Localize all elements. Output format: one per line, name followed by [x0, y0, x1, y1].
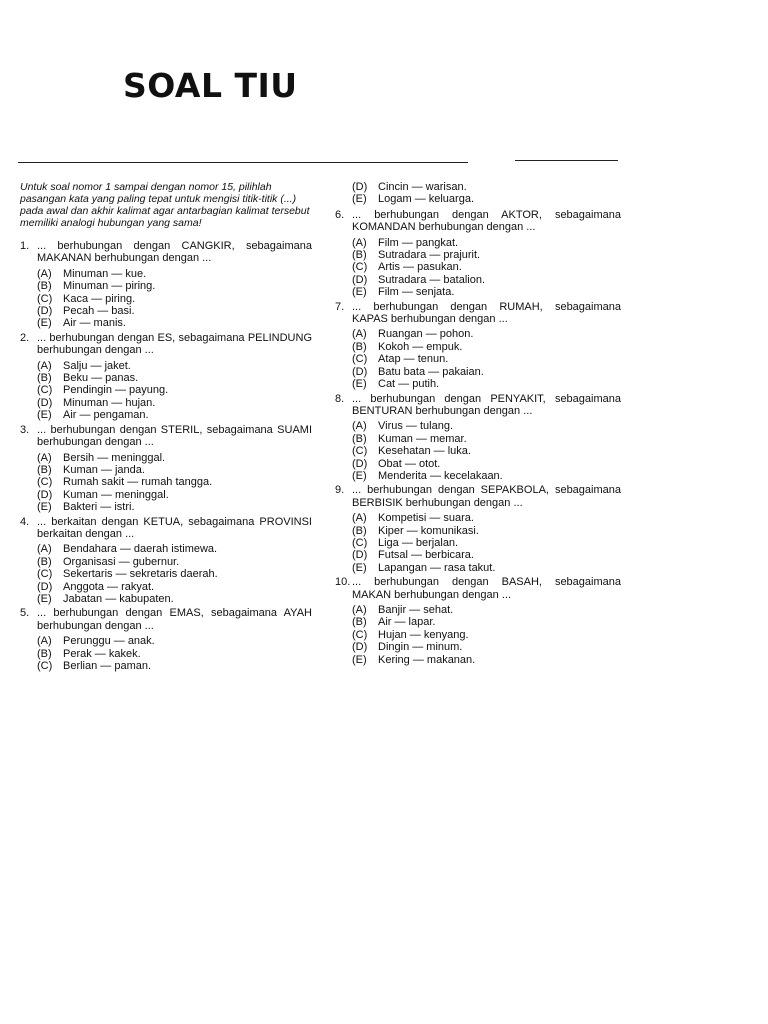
left-question-list — [20, 240, 312, 672]
option-letter: (E) — [352, 561, 367, 574]
question-number: 5. — [20, 607, 30, 620]
option-text: Kompetisi — suara. — [378, 512, 474, 525]
option-letter: (D) — [352, 457, 368, 470]
question-number: 3. — [20, 423, 30, 436]
option-letter: (D) — [37, 488, 53, 501]
page-title: SOAL TIU — [123, 66, 298, 105]
option-text: Pendingin — payung. — [63, 384, 169, 397]
option-text: Hujan — kenyang. — [378, 628, 469, 641]
question-text: ... berhubungan dengan BASAH, sebagaimana MAKAN berhubungan dengan ... — [352, 576, 621, 601]
option-letter: (D) — [352, 181, 368, 193]
instructions: Untuk soal nomor 1 sampai dengan nomor 15, pilihlah pasangan kata yang paling tepat untuk mengisi titik-titik (...) pada awal dan akhir kalimat agar antarbagian kalimat tersebut memiliki analogi hubungan yang sama! — [20, 181, 310, 229]
answer-option — [335, 420, 621, 432]
option-text: Berlian — paman. — [63, 660, 152, 672]
question-stem — [20, 240, 312, 265]
right-question-list — [335, 209, 621, 666]
option-text: Perak — kakek. — [63, 647, 141, 660]
question-stem — [335, 209, 621, 234]
question-number: 1. — [20, 240, 30, 252]
option-text: Air — pengaman. — [63, 409, 149, 422]
option-text: Salju — jaket. — [63, 359, 131, 372]
option-letter: (C) — [352, 536, 368, 549]
option-letter: (E) — [37, 409, 52, 422]
question-stem — [335, 576, 621, 601]
option-letter: (A) — [37, 267, 52, 280]
answer-option — [335, 193, 621, 205]
answer-option — [20, 568, 312, 580]
question-text: ... berhubungan dengan PENYAKIT, sebagaimana BENTURAN berhubungan dengan ... — [352, 392, 621, 417]
option-letter: (D) — [37, 396, 53, 409]
answer-option — [20, 476, 312, 488]
option-letter: (D) — [352, 549, 368, 562]
option-letter: (E) — [352, 469, 367, 482]
option-text: Kering — makanan. — [378, 653, 476, 666]
answer-option — [335, 286, 621, 298]
answer-option — [20, 317, 312, 329]
question-1 — [20, 240, 312, 330]
option-letter: (E) — [37, 501, 52, 514]
question-text: ... berhubungan dengan CANGKIR, sebagaimana MAKANAN berhubungan dengan ... — [37, 240, 312, 265]
answer-option — [20, 635, 312, 647]
option-text: Bendahara — daerah istimewa. — [63, 543, 218, 556]
option-text: Air — lapar. — [378, 616, 436, 629]
answer-option — [335, 445, 621, 457]
question-stem — [20, 332, 312, 357]
question-stem — [335, 301, 621, 326]
option-letter: (A) — [37, 543, 52, 556]
option-letter: (C) — [37, 568, 53, 581]
option-letter: (A) — [352, 420, 367, 433]
answer-option — [20, 372, 312, 384]
answer-option — [20, 409, 312, 421]
question-6 — [335, 209, 621, 299]
answer-option — [335, 512, 621, 524]
option-letter: (B) — [352, 432, 367, 445]
answer-option — [335, 458, 621, 470]
answer-option — [20, 293, 312, 305]
answer-option — [20, 593, 312, 605]
question-number: 6. — [335, 208, 345, 221]
option-text: Banjir — sehat. — [378, 604, 454, 616]
question-7 — [335, 301, 621, 391]
option-list — [335, 604, 621, 666]
answer-option — [335, 562, 621, 574]
option-letter: (B) — [37, 280, 52, 293]
answer-option — [335, 353, 621, 365]
question-5 — [20, 607, 312, 672]
option-text: Organisasi — gubernur. — [63, 555, 180, 568]
option-text: Menderita — kecelakaan. — [378, 469, 503, 482]
answer-option — [20, 464, 312, 476]
answer-option — [335, 237, 621, 249]
option-text: Air — manis. — [63, 317, 126, 330]
question-text: ... berhubungan dengan RUMAH, sebagaimana KAPAS berhubungan dengan ... — [352, 300, 621, 326]
question-stem — [20, 607, 312, 632]
option-letter: (B) — [352, 616, 367, 629]
option-letter: (C) — [352, 445, 368, 458]
question-stem — [20, 424, 312, 449]
question-number: 7. — [335, 300, 345, 313]
answer-option — [335, 341, 621, 353]
option-text: Artis — pasukan. — [378, 261, 462, 274]
option-text: Futsal — berbicara. — [378, 549, 474, 562]
option-letter: (B) — [37, 647, 52, 660]
option-list — [335, 237, 621, 299]
option-text: Kokoh — empuk. — [378, 340, 463, 353]
option-letter: (E) — [352, 193, 367, 206]
option-text: Rumah sakit — rumah tangga. — [63, 476, 213, 489]
option-letter: (E) — [37, 317, 52, 330]
left-column — [20, 181, 312, 674]
option-letter: (B) — [37, 555, 52, 568]
question-number: 8. — [335, 392, 345, 405]
question-stem — [335, 393, 621, 418]
answer-option — [335, 616, 621, 628]
option-letter: (A) — [352, 236, 367, 249]
question-number: 2. — [20, 331, 30, 344]
answer-option — [20, 543, 312, 555]
option-text: Pecah — basi. — [63, 305, 135, 318]
option-text: Dingin — minum. — [378, 641, 463, 654]
answer-option — [335, 470, 621, 482]
option-text: Bakteri — istri. — [63, 501, 135, 514]
option-text: Kesehatan — luka. — [378, 445, 471, 458]
option-text: Film — senjata. — [378, 286, 455, 299]
question-text: ... berhubungan dengan AKTOR, sebagaimana KOMANDAN berhubungan dengan ... — [352, 208, 621, 234]
option-text: Kaca — piring. — [63, 292, 136, 305]
answer-option — [335, 654, 621, 666]
option-letter: (B) — [37, 463, 52, 476]
answer-option — [335, 378, 621, 390]
answer-option — [335, 549, 621, 561]
option-text: Minuman — kue. — [63, 267, 147, 280]
answer-option — [20, 280, 312, 292]
option-letter: (B) — [352, 249, 367, 262]
option-letter: (E) — [352, 653, 367, 666]
question-stem — [20, 516, 312, 541]
option-letter: (B) — [352, 340, 367, 353]
option-letter: (E) — [37, 592, 52, 605]
option-letter: (A) — [352, 328, 367, 341]
option-text: Sutradara — batalion. — [378, 273, 486, 286]
option-text: Beku — panas. — [63, 372, 139, 385]
option-text: Kuman — janda. — [63, 463, 145, 476]
answer-option — [335, 181, 621, 193]
answer-option — [335, 604, 621, 616]
option-letter: (C) — [37, 476, 53, 489]
option-letter: (C) — [352, 261, 368, 274]
question-2 — [20, 332, 312, 422]
answer-option — [20, 268, 312, 280]
answer-option — [20, 452, 312, 464]
option-letter: (B) — [352, 524, 367, 537]
question-5-continued-options — [335, 181, 621, 206]
option-text: Batu bata — pakaian. — [378, 365, 484, 378]
option-text: Kuman — meninggal. — [63, 488, 169, 501]
answer-option — [20, 489, 312, 501]
question-4 — [20, 516, 312, 606]
option-letter: (E) — [352, 286, 367, 299]
option-letter: (A) — [37, 359, 52, 372]
option-letter: (D) — [37, 580, 53, 593]
answer-option — [335, 641, 621, 653]
option-text: Minuman — hujan. — [63, 396, 156, 409]
option-text: Bersih — meninggal. — [63, 451, 166, 464]
answer-option — [20, 305, 312, 317]
answer-option — [20, 360, 312, 372]
answer-option — [335, 525, 621, 537]
question-number: 9. — [335, 484, 345, 497]
header-divider-short — [515, 160, 618, 161]
option-list — [335, 512, 621, 574]
option-letter: (D) — [352, 365, 368, 378]
option-list — [20, 452, 312, 514]
option-text: Sekertaris — sekretaris daerah. — [63, 568, 218, 581]
option-text: Film — pangkat. — [378, 236, 459, 249]
option-letter: (C) — [37, 292, 53, 305]
option-text: Lapangan — rasa takut. — [378, 561, 496, 574]
question-3 — [20, 424, 312, 514]
option-text: Cat — putih. — [378, 378, 440, 391]
option-text: Kiper — komunikasi. — [378, 524, 479, 537]
option-letter: (E) — [352, 378, 367, 391]
question-text: ... berhubungan dengan SEPAKBOLA, sebagaimana BERBISIK berhubungan dengan ... — [352, 484, 621, 509]
option-letter: (A) — [352, 512, 367, 525]
question-stem — [335, 484, 621, 509]
answer-option — [335, 328, 621, 340]
option-list — [20, 635, 312, 672]
option-text: Virus — tulang. — [378, 420, 454, 433]
option-text: Perunggu — anak. — [63, 635, 155, 648]
option-list — [20, 360, 312, 422]
question-8 — [335, 393, 621, 483]
option-text: Jabatan — kabupaten. — [63, 592, 174, 605]
option-text: Obat — otot. — [378, 457, 441, 470]
option-text: Cincin — warisan. — [378, 181, 467, 193]
option-letter: (A) — [37, 451, 52, 464]
option-letter: (C) — [352, 628, 368, 641]
answer-option — [20, 556, 312, 568]
answer-option — [335, 366, 621, 378]
question-number: 10. — [335, 576, 351, 589]
answer-option — [20, 384, 312, 396]
option-list — [335, 420, 621, 482]
answer-option — [335, 261, 621, 273]
option-text: Sutradara — prajurit. — [378, 249, 481, 262]
answer-option — [20, 581, 312, 593]
option-text: Logam — keluarga. — [378, 193, 474, 206]
option-list — [335, 328, 621, 390]
question-text: ... berhubungan dengan STERIL, sebagaimana SUAMI berhubungan dengan ... — [37, 423, 312, 449]
option-letter: (C) — [37, 384, 53, 397]
option-list — [20, 268, 312, 330]
option-text: Kuman — memar. — [378, 432, 467, 445]
option-letter: (D) — [352, 273, 368, 286]
option-list — [20, 543, 312, 605]
question-10 — [335, 576, 621, 666]
answer-option — [335, 249, 621, 261]
answer-option — [20, 397, 312, 409]
option-text: Minuman — piring. — [63, 280, 156, 293]
answer-option — [335, 274, 621, 286]
option-letter: (B) — [37, 372, 52, 385]
option-text: Anggota — rakyat. — [63, 580, 155, 593]
question-text: ... berkaitan dengan KETUA, sebagaimana PROVINSI berkaitan dengan ... — [37, 515, 312, 540]
option-letter: (D) — [352, 641, 368, 654]
question-text: ... berhubungan dengan EMAS, sebagaimana AYAH berhubungan dengan ... — [37, 607, 312, 632]
answer-option — [20, 648, 312, 660]
option-letter: (A) — [37, 635, 52, 648]
option-text: Liga — berjalan. — [378, 536, 459, 549]
question-number: 4. — [20, 515, 30, 528]
option-text: Atap — tenun. — [378, 353, 449, 366]
answer-option — [335, 629, 621, 641]
header-divider-long — [18, 162, 468, 163]
question-9 — [335, 484, 621, 574]
option-letter: (A) — [352, 604, 367, 616]
option-letter: (C) — [352, 353, 368, 366]
option-letter: (C) — [37, 660, 53, 672]
option-letter: (D) — [37, 305, 53, 318]
answer-option — [335, 537, 621, 549]
answer-option — [335, 433, 621, 445]
question-text: ... berhubungan dengan ES, sebagaimana PELINDUNG berhubungan dengan ... — [37, 331, 312, 357]
option-text: Ruangan — pohon. — [378, 328, 474, 341]
answer-option — [20, 660, 312, 672]
answer-option — [20, 501, 312, 513]
right-column — [335, 181, 621, 668]
